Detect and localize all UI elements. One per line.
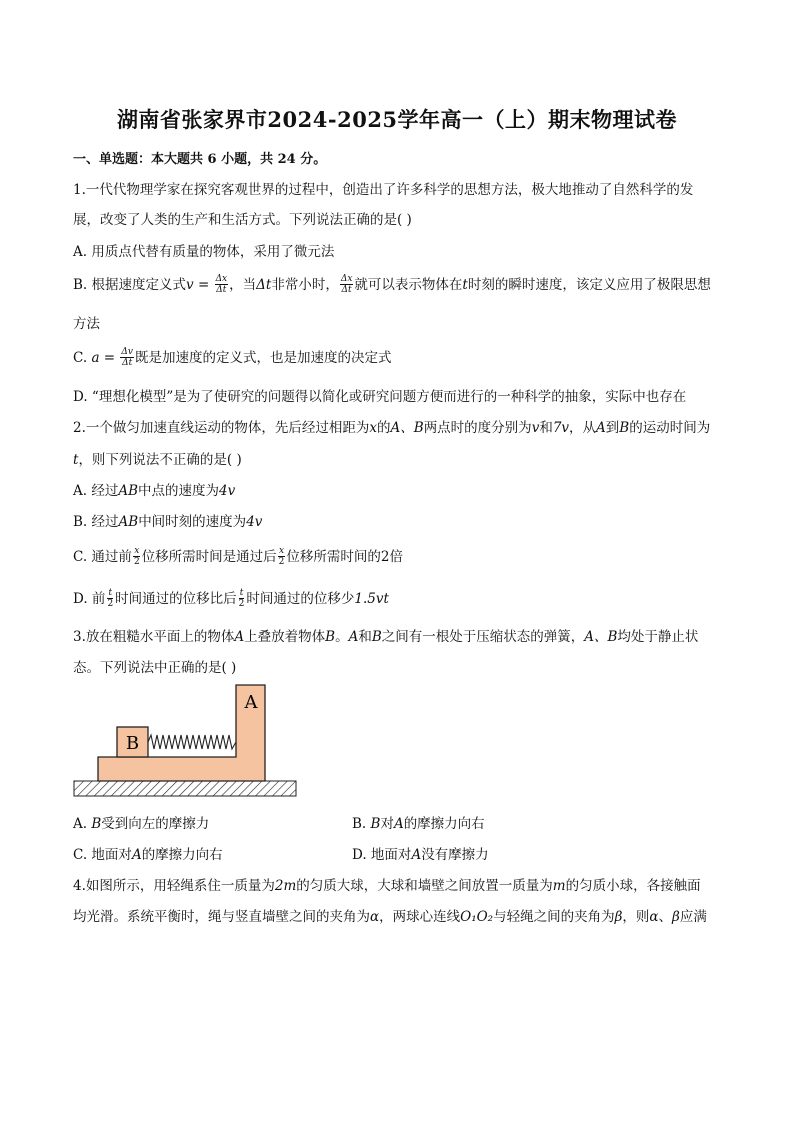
- q3-c-text: C. 地面对: [73, 847, 132, 863]
- q2-text: ，则下列说法不正确的是( ): [78, 452, 242, 468]
- figure-label-a: A: [244, 692, 258, 713]
- spring-block-figure: [72, 682, 302, 800]
- math-beta: β: [672, 909, 680, 925]
- math-t: t: [462, 277, 468, 293]
- q2-a-text: A. 经过: [73, 483, 119, 499]
- q2-b-text: 中间时刻的速度为: [138, 514, 247, 530]
- q2-stem-line1: [73, 416, 710, 436]
- math-dt: Δt: [256, 277, 272, 293]
- q2-c-text: 倍: [389, 549, 403, 565]
- q1-option-b: [73, 273, 711, 296]
- q2-text: 的: [377, 420, 391, 436]
- math-beta: β: [614, 909, 623, 925]
- q2-d-text: 时间通过的位移比后: [115, 591, 237, 607]
- q3-d-text: D. 地面对: [352, 847, 412, 863]
- frac-den: Δt: [341, 285, 352, 295]
- q4-text: 、: [658, 909, 673, 925]
- math-a-point: A: [596, 420, 606, 436]
- q3-text: 上叠放着物体: [244, 629, 326, 645]
- math-1-5vt: 1.5vt: [354, 591, 389, 607]
- frac-den: 2: [238, 599, 245, 609]
- math-2m: 2m: [274, 878, 297, 894]
- q2-stem-line2: [73, 448, 242, 468]
- q4-text: 与轻绳之间的夹角为: [493, 909, 615, 925]
- q2-d-text: D. 前: [73, 591, 106, 607]
- math-alpha: α: [649, 909, 659, 925]
- q4-text: 4.如图所示，用轻绳系住一质量为: [73, 878, 275, 894]
- math-t: t: [73, 452, 79, 468]
- q4-text: ，两球心连线: [379, 909, 461, 925]
- q3-text: 和: [358, 629, 372, 645]
- q4-text: 均光滑。系统平衡时，绳与竖直墙壁之间的夹角为: [73, 909, 370, 925]
- q2-c-text: 位移所需时间的: [286, 549, 381, 565]
- math-a-b: A、B: [584, 629, 618, 645]
- q3-stem-line1: 3.放在粗糙水平面上的物体A上叠放着物体B。A和B之间有一根处于压缩状态的弹簧，A、B均处于静止状: [73, 629, 699, 645]
- q4-stem-line2: [73, 905, 707, 925]
- fraction-t-2: [106, 588, 114, 609]
- math-x: x: [369, 420, 378, 436]
- frac-num: t: [108, 588, 113, 598]
- q1-option-a: A. 用质点代替有质量的物体，采用了微元法: [73, 244, 335, 260]
- math-b-body: B: [325, 629, 336, 645]
- math-v: v: [531, 420, 540, 436]
- section-heading: 一、单选题：本大题共 6 小题，共 24 分。: [73, 152, 327, 167]
- fraction-dv-dt: [120, 347, 134, 368]
- q2-option-c: [73, 545, 403, 568]
- q1-b-text: 时刻的瞬时速度，该定义应用了极限思想: [467, 277, 711, 293]
- q2-option-b: [73, 510, 262, 530]
- q4-text: ，则: [622, 909, 650, 925]
- math-4v: 4v: [219, 483, 236, 499]
- q3-text: 均处于静止状: [617, 629, 699, 645]
- math-b-body: B: [91, 816, 102, 832]
- q2-text: 2.一个做匀加速直线运动的物体，先后经过相距为: [73, 420, 370, 436]
- figure-label-b: B: [125, 733, 140, 754]
- q1-b-text: ，当: [229, 277, 257, 293]
- q1-stem-line2: 展，改变了人类的生产和生活方式。下列说法正确的是( ): [73, 212, 412, 228]
- frac-num: Δv: [121, 347, 133, 357]
- fraction-x-2: [278, 546, 286, 567]
- frac-num: t: [239, 588, 244, 598]
- fraction-dx-dt: [340, 274, 354, 295]
- q3-text: 之间有一根处于压缩状态的弹簧，: [381, 629, 585, 645]
- q2-b-text: B. 经过: [73, 514, 119, 530]
- q2-text: 到: [605, 420, 620, 436]
- q3-c-text: 的摩擦力向右: [141, 847, 223, 863]
- q1-b-text: 就可以表示物体在: [354, 277, 463, 293]
- q3-option-c: [73, 843, 223, 863]
- compressed-spring: [148, 735, 236, 749]
- frac-num: Δx: [340, 274, 353, 284]
- math-a: a: [91, 350, 100, 366]
- q4-text: 的匀质大球，大球和墙壁之间放置一质量为: [296, 878, 553, 894]
- fraction-x-2: [133, 546, 141, 567]
- ground-hatch: [74, 781, 296, 796]
- q2-text: ，从: [569, 420, 597, 436]
- q2-text: 的运动时间为: [629, 420, 711, 436]
- frac-den: 2: [107, 599, 114, 609]
- math-2: 2: [380, 549, 390, 565]
- math-m: m: [552, 878, 566, 894]
- q2-option-a: [73, 479, 235, 499]
- q1-b-text: 非常小时，: [271, 277, 339, 293]
- math-a-body: A: [348, 629, 359, 645]
- q3-b-label: B.: [352, 816, 367, 832]
- frac-den: Δt: [122, 358, 133, 368]
- q3-a-text: 受到向左的摩擦力: [101, 816, 210, 832]
- frac-num: x: [279, 546, 285, 556]
- q1-option-b-cont: 方法: [73, 316, 100, 332]
- q4-text: 应满: [679, 909, 707, 925]
- math-ab: AB: [118, 483, 139, 499]
- frac-num: x: [134, 546, 140, 556]
- math-ab: AB: [118, 514, 139, 530]
- frac-num: Δx: [215, 274, 228, 284]
- math-b-body: B: [371, 629, 382, 645]
- frac-den: Δt: [216, 285, 227, 295]
- q2-c-text: 位移所需时间是通过后: [141, 549, 277, 565]
- math-a-body: A: [131, 847, 142, 863]
- q3-text: 3.放在粗糙水平面上的物体: [73, 629, 235, 645]
- math-7v: 7v: [552, 420, 570, 436]
- q3-option-a: [73, 812, 209, 832]
- page-title: 湖南省张家界市2024-2025学年高一（上）期末物理试卷: [116, 107, 678, 132]
- math-b-point: B: [619, 420, 630, 436]
- q3-option-b: [352, 812, 485, 832]
- q2-a-text: 中点的速度为: [138, 483, 220, 499]
- frac-den: 2: [133, 557, 140, 567]
- q3-option-d: [352, 843, 489, 863]
- q2-c-text: C. 通过前: [73, 549, 132, 565]
- q1-c-text: 既是加速度的定义式，也是加速度的决定式: [135, 350, 392, 366]
- q3-a-label: A.: [73, 816, 88, 832]
- fraction-dx-dt: [215, 274, 229, 295]
- q3-b-text: 的摩擦力向右: [403, 816, 485, 832]
- math-eq: =: [99, 350, 120, 366]
- q2-option-d: [73, 587, 389, 610]
- q2-text: 和: [539, 420, 553, 436]
- math-v: v: [186, 277, 194, 293]
- frac-den: 2: [278, 557, 285, 567]
- q1-option-c: [73, 346, 392, 369]
- q1-option-d: D. “理想化模型”是为了使研究的问题得以简化或研究问题方便而进行的一种科学的抽象，实际中也存在: [73, 389, 687, 405]
- fraction-t-2: [238, 588, 246, 609]
- math-alpha: α: [370, 909, 380, 925]
- q1-b-text: B. 根据速度定义式: [73, 277, 187, 293]
- q3-b-text: 对: [380, 816, 394, 832]
- q3-stem-line2: 态。下列说法中正确的是( ): [73, 660, 237, 676]
- q1-stem-line1: 1.一代代物理学家在探究客观世界的过程中，创造出了许多科学的思想方法，极大地推动了自然科学的发: [73, 182, 694, 198]
- q4-text: 的匀质小球，各接触面: [565, 878, 701, 894]
- math-eq: =: [193, 277, 214, 293]
- math-a-body: A: [234, 629, 245, 645]
- math-a-body: A: [411, 847, 422, 863]
- q4-stem-line1: [73, 874, 701, 894]
- q3-d-text: 没有摩擦力: [421, 847, 489, 863]
- q2-d-text: 时间通过的位移少: [246, 591, 355, 607]
- math-4v: 4v: [246, 514, 263, 530]
- math-b-body: B: [370, 816, 381, 832]
- math-o1o2: O₁O₂: [460, 909, 494, 925]
- q2-text: 两点时的度分别为: [423, 420, 532, 436]
- math-a-body: A: [393, 816, 404, 832]
- math-a-b: A、B: [390, 420, 424, 436]
- q1-c-label: C.: [73, 350, 88, 366]
